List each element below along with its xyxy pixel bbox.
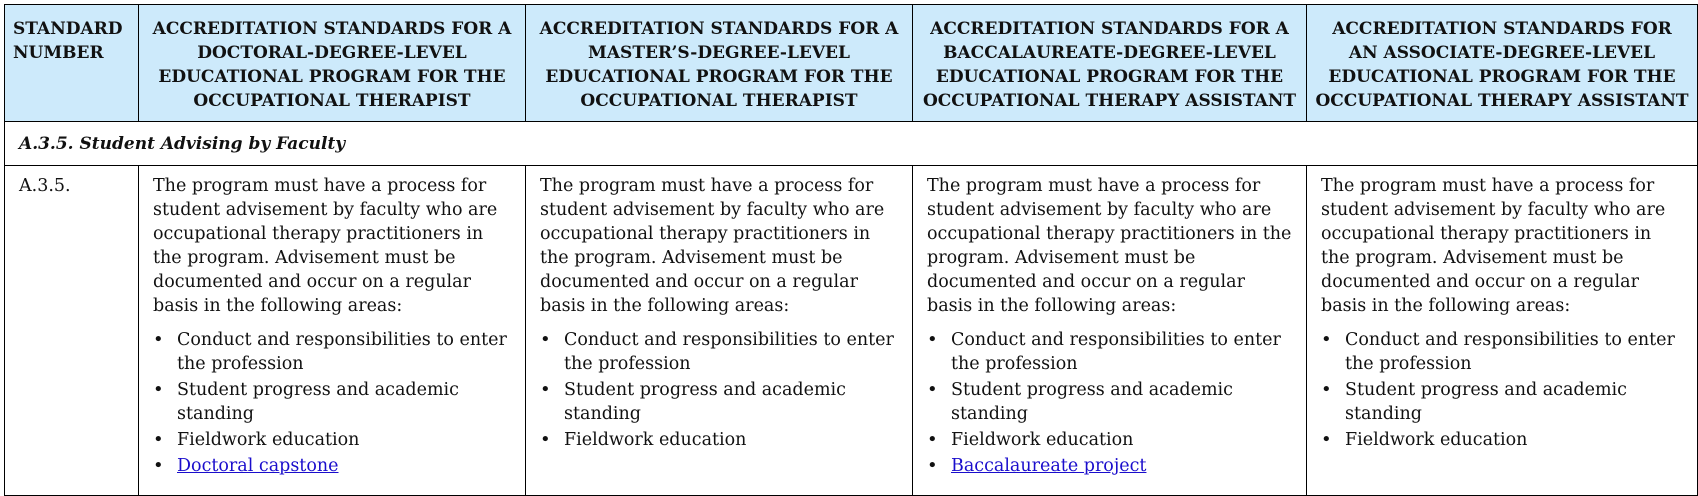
associate-intro: The program must have a process for student advisement by faculty who are occupational therapy practitioners in the program. Advisement must be documented and occur on a regular basis in the following areas: <box>1321 176 1666 316</box>
table-row <box>5 166 1698 496</box>
associate-cell <box>1307 166 1698 496</box>
list-item: • Student progress and academic standing <box>177 378 513 426</box>
header-row <box>5 5 1698 122</box>
baccalaureate-bullet-list <box>927 328 1294 478</box>
header-standard-number: STANDARD NUMBER <box>5 5 139 122</box>
list-item: • Student progress and academic standing <box>1345 378 1685 426</box>
doctoral-bullet-list <box>153 328 513 478</box>
masters-cell <box>526 166 913 496</box>
list-item <box>951 454 1294 478</box>
masters-intro: The program must have a process for student advisement by faculty who are occupational therapy practitioners in the program. Advisement must be documented and occur on a regular basis in the following areas: <box>540 176 885 316</box>
header-doctoral: ACCREDITATION STANDARDS FOR A DOCTORAL-DEGREE-LEVEL EDUCATIONAL PROGRAM FOR THE OCCUPATIONAL THERAPIST <box>139 5 526 122</box>
list-item <box>177 454 513 478</box>
list-item: • Fieldwork education <box>564 428 900 452</box>
list-item: • Conduct and responsibilities to enter the profession <box>564 328 900 376</box>
list-item: • Student progress and academic standing <box>951 378 1294 426</box>
doctoral-cell <box>139 166 526 496</box>
baccalaureate-project-link[interactable]: Baccalaureate project <box>951 456 1147 476</box>
list-item: • Conduct and responsibilities to enter the profession <box>951 328 1294 376</box>
section-row <box>5 122 1698 166</box>
doctoral-intro: The program must have a process for student advisement by faculty who are occupational therapy practitioners in the program. Advisement must be documented and occur on a regular basis in the following areas: <box>153 176 498 316</box>
baccalaureate-intro: The program must have a process for student advisement by faculty who are occupational therapy practitioners in the program. Advisement must be documented and occur on a regular basis in the following areas: <box>927 176 1292 316</box>
list-item: • Fieldwork education <box>177 428 513 452</box>
header-associate: ACCREDITATION STANDARDS FOR AN ASSOCIATE-DEGREE-LEVEL EDUCATIONAL PROGRAM FOR THE OCCUPATIONAL THERAPY ASSISTANT <box>1307 5 1698 122</box>
standard-number-cell: A.3.5. <box>5 166 139 496</box>
baccalaureate-cell <box>913 166 1307 496</box>
header-masters: ACCREDITATION STANDARDS FOR A MASTER’S-DEGREE-LEVEL EDUCATIONAL PROGRAM FOR THE OCCUPATIONAL THERAPIST <box>526 5 913 122</box>
list-item: • Student progress and academic standing <box>564 378 900 426</box>
doctoral-capstone-link[interactable]: Doctoral capstone <box>177 456 339 476</box>
section-title: A.3.5. Student Advising by Faculty <box>5 122 1698 166</box>
list-item: • Fieldwork education <box>1345 428 1685 452</box>
list-item: • Conduct and responsibilities to enter the profession <box>1345 328 1685 376</box>
list-item: • Conduct and responsibilities to enter the profession <box>177 328 513 376</box>
masters-bullet-list <box>540 328 900 452</box>
associate-bullet-list <box>1321 328 1685 452</box>
list-item: • Fieldwork education <box>951 428 1294 452</box>
header-baccalaureate: ACCREDITATION STANDARDS FOR A BACCALAUREATE-DEGREE-LEVEL EDUCATIONAL PROGRAM FOR THE OCCUPATIONAL THERAPY ASSISTANT <box>913 5 1307 122</box>
standards-table <box>4 4 1698 496</box>
